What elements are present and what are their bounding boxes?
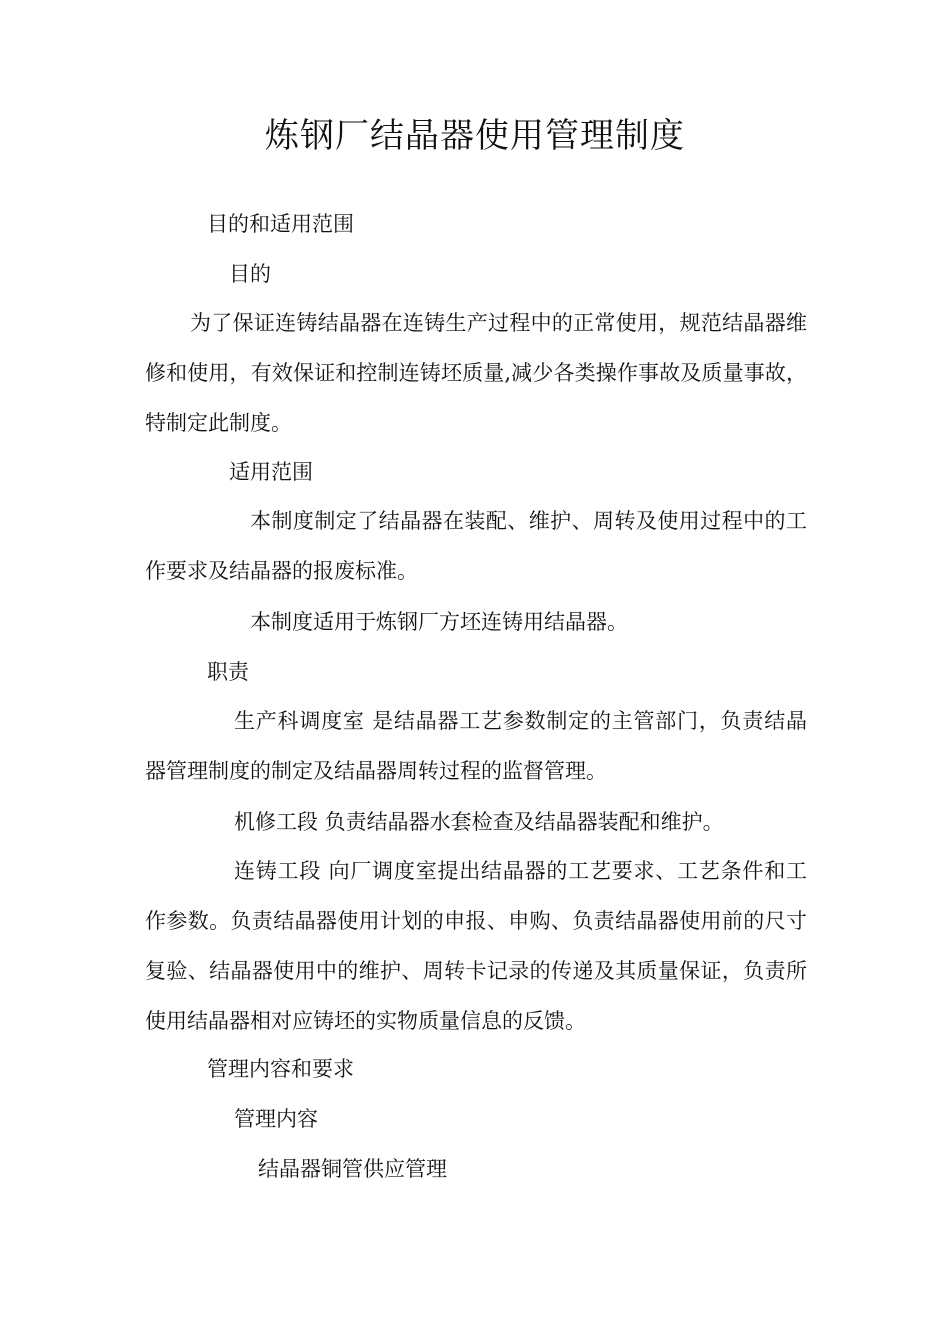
section-heading-purpose-scope: 目的和适用范围 <box>207 212 354 236</box>
paragraph-scope-1: 本制度制定了结晶器在装配、维护、周转及使用过程中的工作要求及结晶器的报废标准。 <box>145 509 807 583</box>
section-heading-management: 管理内容和要求 <box>207 1057 354 1081</box>
subsection-heading-purpose: 目的 <box>229 262 271 286</box>
subsection-heading-copper-tube: 结晶器铜管供应管理 <box>258 1157 447 1181</box>
paragraph-scope-2: 本制度适用于炼钢厂方坯连铸用结晶器。 <box>250 610 628 634</box>
paragraph-duty-casting: 连铸工段 向厂调度室提出结晶器的工艺要求、工艺条件和工作参数。负责结晶器使用计划的申报、申购、负责结晶器使用前的尺寸复验、结晶器使用中的维护、周转卡记录的传递及其质量保证，负责所使用结晶器相对应铸坯的实物质量信息的反馈。 <box>145 859 807 1033</box>
paragraph-duty-production: 生产科调度室 是结晶器工艺参数制定的主管部门，负责结晶器管理制度的制定及结晶器周转过程的监督管理。 <box>145 709 807 783</box>
paragraph-duty-maintenance: 机修工段 负责结晶器水套检查及结晶器装配和维护。 <box>234 810 724 834</box>
subsection-heading-management-content: 管理内容 <box>234 1107 318 1131</box>
paragraph-purpose: 为了保证连铸结晶器在连铸生产过程中的正常使用，规范结晶器维修和使用，有效保证和控制连铸坯质量,减少各类操作事故及质量事故，特制定此制度。 <box>145 311 807 435</box>
subsection-heading-scope: 适用范围 <box>229 460 313 484</box>
document-title: 炼钢厂结晶器使用管理制度 <box>265 116 685 156</box>
section-heading-duties: 职责 <box>207 660 249 684</box>
